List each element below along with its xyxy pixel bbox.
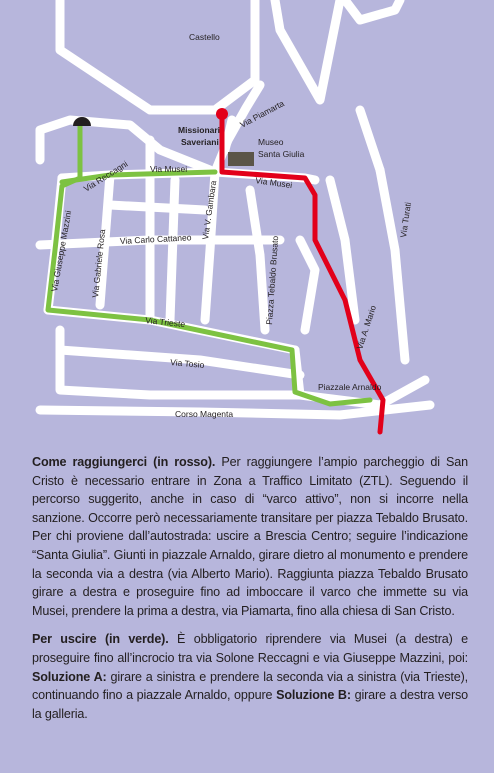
- label-corso-magenta: Corso Magenta: [175, 409, 234, 419]
- label-via-mazzini: Via Giuseppe Mazzini: [49, 209, 74, 293]
- label-museo-2: Santa Giulia: [258, 149, 305, 159]
- label-museo-1: Museo: [258, 137, 284, 147]
- label-via-gabriele-rosa: Via Gabriele Rosa: [90, 228, 108, 299]
- label-via-musei-east: Via Musei: [254, 175, 293, 191]
- label-via-mario: Via A. Mario: [354, 304, 379, 351]
- label-via-tosio: Via Tosio: [169, 357, 205, 370]
- label-missionari-2: Saveriani: [181, 137, 219, 147]
- label-castello: Castello: [189, 32, 220, 42]
- exit-heading: Per uscire (in verde).: [32, 632, 169, 647]
- label-missionari-1: Missionari: [178, 125, 221, 135]
- label-via-piamarta: Via Piamarta: [238, 98, 286, 130]
- exit-body-1: È obbligatorio riprendere via Musei (a destra) e proseguire fino all’incrocio tra via Solone Reccagni e via Giuseppe Mazzini, poi:: [32, 632, 468, 665]
- exit-paragraph: [32, 630, 468, 723]
- exit-body-2: girare a sinistra e prendere la seconda via a sinistra (via Trieste), continuando fino a piazzale Arnaldo, oppure: [32, 669, 468, 703]
- destination-marker: [216, 108, 228, 120]
- label-via-carlo-cattaneo: Via Carlo Cattaneo: [119, 232, 192, 246]
- exit-body-3: girare a destra verso la galleria.: [32, 688, 468, 721]
- label-via-turati: Via Turati: [398, 201, 413, 239]
- label-via-trieste: Via Trieste: [144, 315, 186, 330]
- solution-b-label: Soluzione B:: [276, 688, 351, 703]
- arrival-heading: Come raggiungerci (in rosso).: [32, 455, 216, 469]
- directions-text: [32, 453, 468, 733]
- label-via-gambara: Via V. Gambara: [200, 179, 219, 241]
- museo-building: [228, 152, 254, 166]
- solution-a-label: Soluzione A:: [32, 669, 107, 684]
- arrival-body: Per raggiungere l’ampio parcheggio di San Cristo è necessario entrare in Zona a Traffico Limitato (ZTL). Seguendo il percorso suggerito, anche in caso di “varco attivo”, non si incorre nella sanzione. Occorre però necessariamente transitare per piazza Tebaldo Brusato. Per chi proviene dall’autostrada: uscire a Brescia Centro; seguire l’indicazione “Santa Giulia”. Giunti in piazzale Arnaldo, girare dietro al monumento e prendere la seconda via a destra (via Alberto Mario). Raggiunta piazza Tebaldo Brusato girare a destra e proseguire fino ad imboccare il varco che immette su via Musei, prendere la prima a destra, via Piamarta, fino alla chiesa di San Cristo.: [32, 455, 468, 618]
- label-piazza-tebaldo: Piazza Tebaldo Brusato: [264, 235, 281, 326]
- arrival-paragraph: [32, 453, 468, 620]
- label-via-reccagni: Via Reccagni: [81, 158, 130, 194]
- label-via-musei-west: Via Musei: [150, 164, 188, 174]
- label-piazzale-arnaldo: Piazzale Arnaldo: [318, 382, 382, 392]
